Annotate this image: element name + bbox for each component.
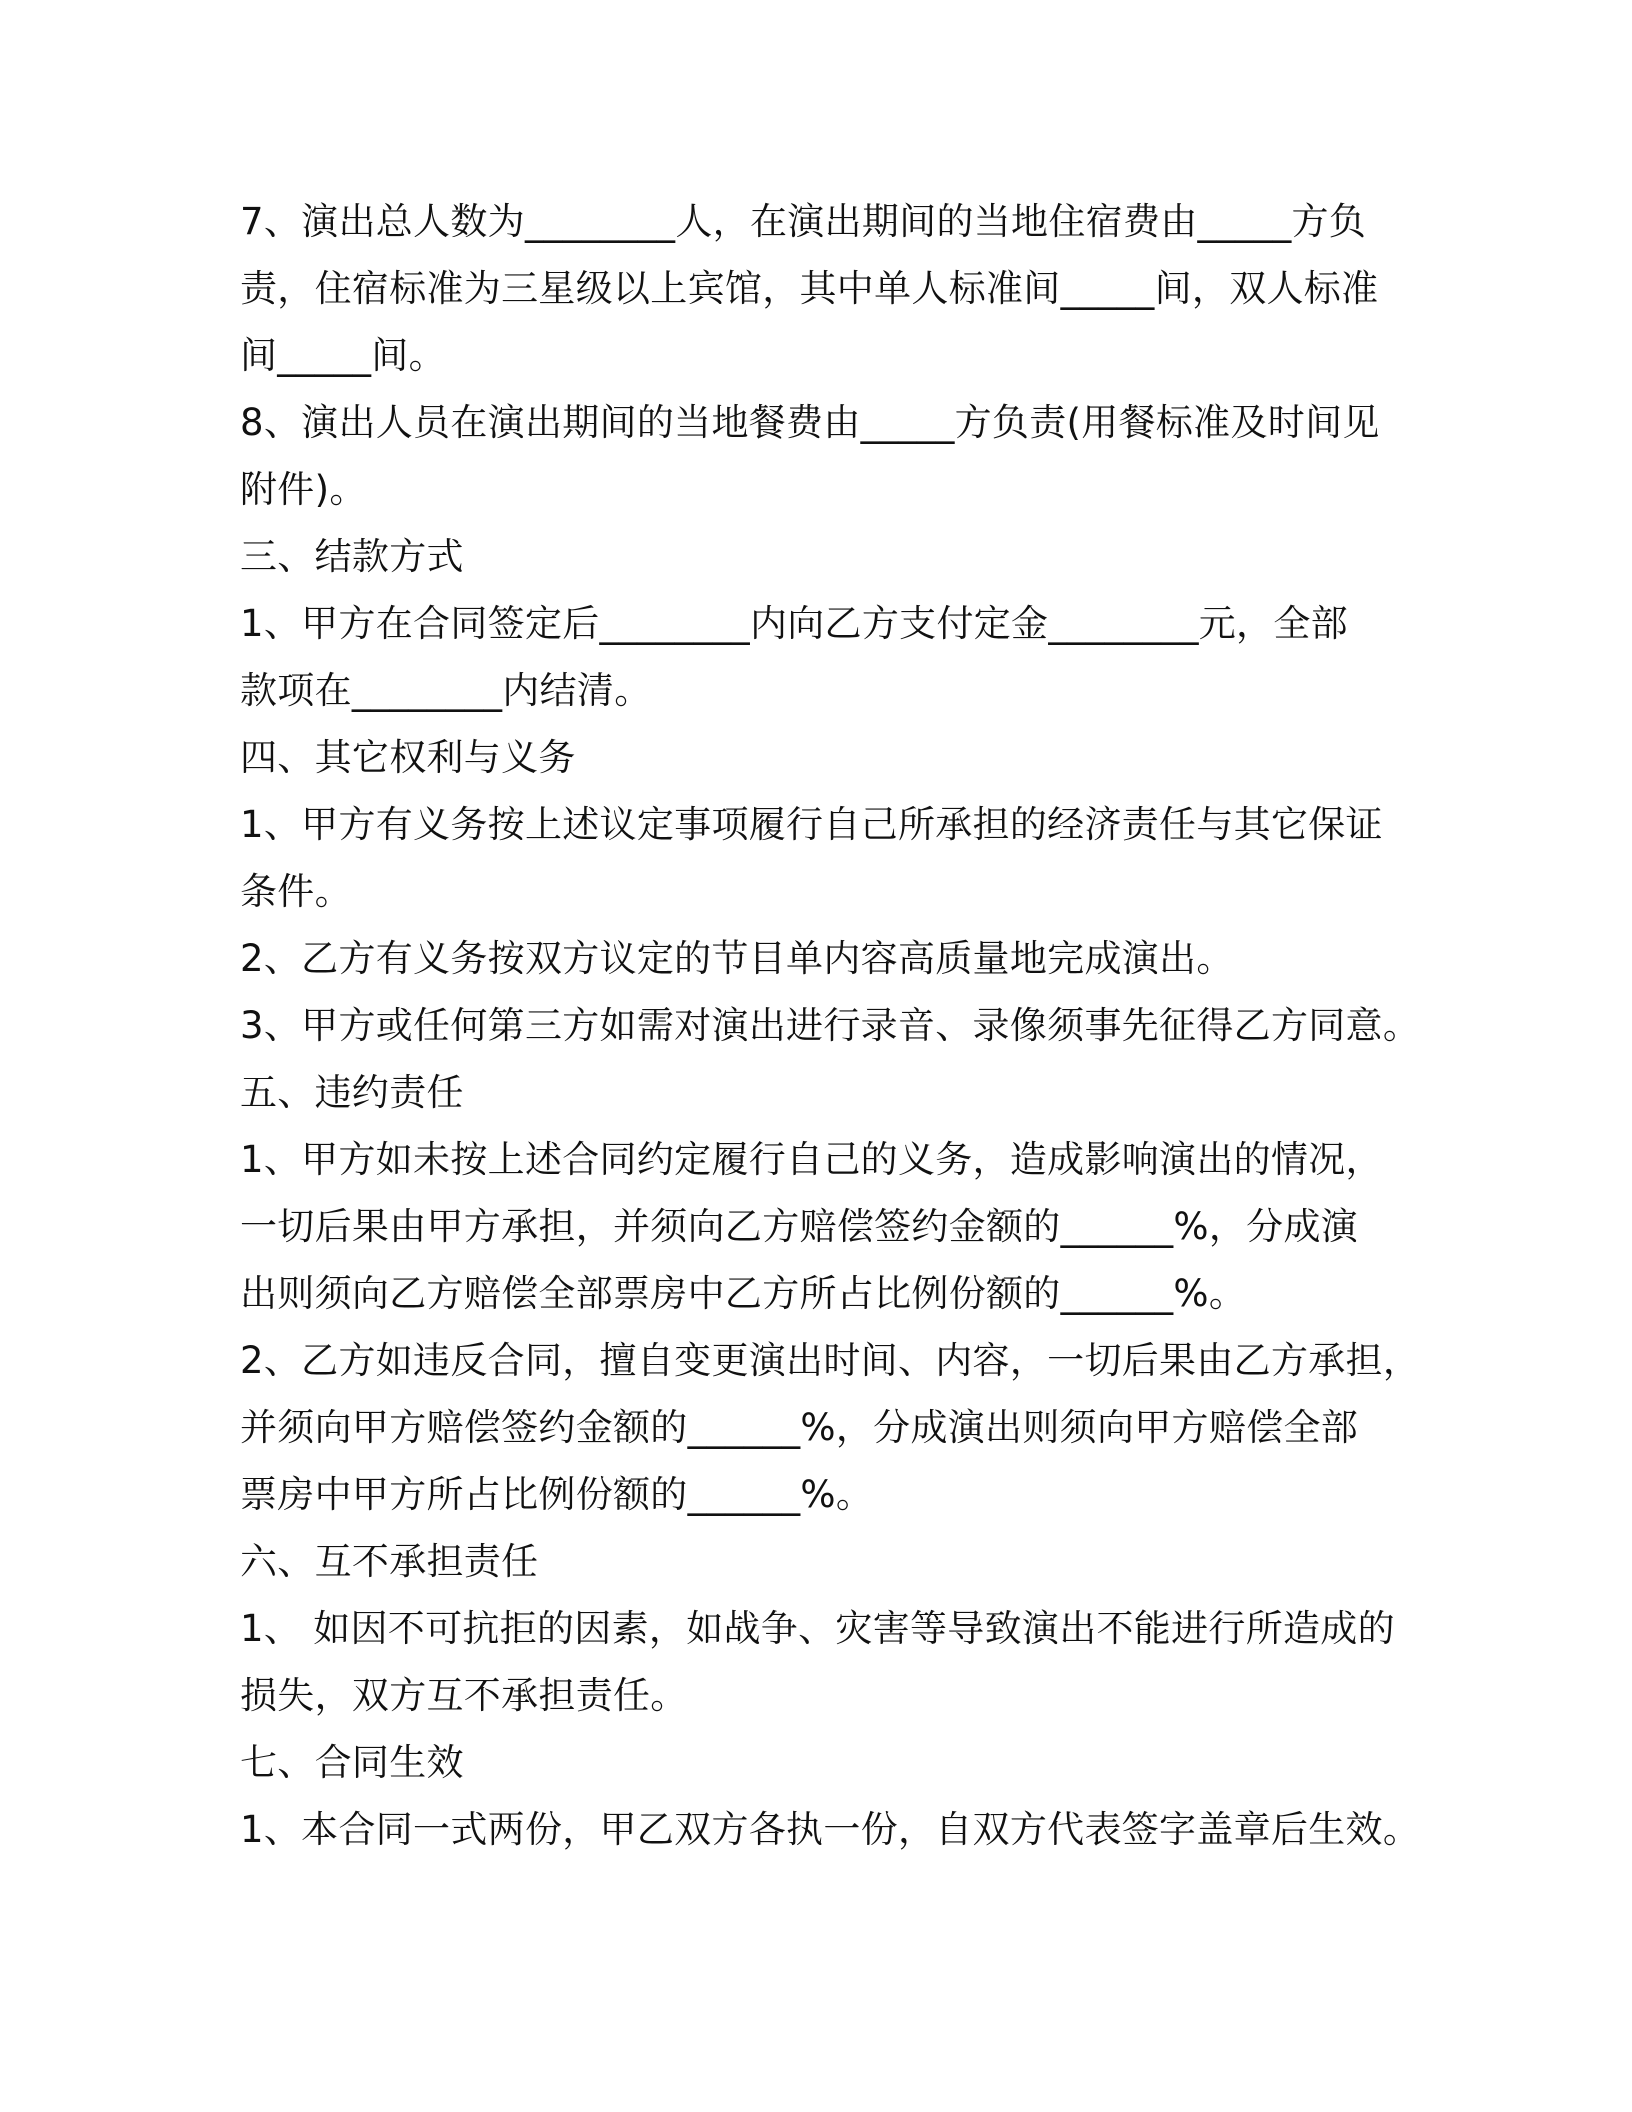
section-heading-payment: 三、结款方式	[240, 535, 464, 578]
breach-clause-1-line-3: 出则须向乙方赔偿全部票房中乙方所占比例份额的______%。	[240, 1272, 1247, 1315]
section-heading-effect: 七、合同生效	[240, 1741, 464, 1784]
section-heading-force-majeure: 六、互不承担责任	[240, 1540, 539, 1583]
effect-clause-1: 1、本合同一式两份，甲乙双方各执一份，自双方代表签字盖章后生效。	[240, 1808, 1421, 1851]
breach-clause-2-line-3: 票房中甲方所占比例份额的______%。	[240, 1473, 874, 1516]
section-heading-breach: 五、违约责任	[240, 1071, 464, 1114]
breach-clause-1-line-1: 1、甲方如未按上述合同约定履行自己的义务，造成影响演出的情况，	[240, 1138, 1383, 1181]
force-majeure-clause-1-line-2: 损失，双方互不承担责任。	[240, 1674, 688, 1717]
rights-clause-1-line-1: 1、甲方有义务按上述议定事项履行自己所承担的经济责任与其它保证	[240, 803, 1383, 846]
clause-7-line-1: 7、演出总人数为________人，在演出期间的当地住宿费由_____方负	[240, 200, 1367, 243]
clause-8-line-2: 附件)。	[240, 468, 367, 511]
rights-clause-2: 2、乙方有义务按双方议定的节目单内容高质量地完成演出。	[240, 937, 1234, 980]
breach-clause-2-line-2: 并须向甲方赔偿签约金额的______%，分成演出则须向甲方赔偿全部	[240, 1406, 1359, 1449]
breach-clause-1-line-2: 一切后果由甲方承担，并须向乙方赔偿签约金额的______%，分成演	[240, 1205, 1359, 1248]
breach-clause-2-line-1: 2、乙方如违反合同，擅自变更演出时间、内容，一切后果由乙方承担，	[240, 1339, 1421, 1382]
section-heading-rights: 四、其它权利与义务	[240, 736, 576, 779]
rights-clause-3: 3、甲方或任何第三方如需对演出进行录音、录像须事先征得乙方同意。	[240, 1004, 1421, 1047]
payment-clause-1-line-1: 1、甲方在合同签定后________内向乙方支付定金________元，全部	[240, 602, 1348, 645]
force-majeure-clause-1-line-1: 1、 如因不可抗拒的因素，如战争、灾害等导致演出不能进行所造成的	[240, 1607, 1395, 1650]
rights-clause-1-line-2: 条件。	[240, 870, 352, 913]
document-body	[240, 188, 1421, 1863]
payment-clause-1-line-2: 款项在________内结清。	[240, 669, 652, 712]
clause-7-line-3: 间_____间。	[240, 334, 446, 377]
clause-7-line-2: 责，住宿标准为三星级以上宾馆，其中单人标准间_____间，双人标准	[240, 267, 1379, 310]
clause-8-line-1: 8、演出人员在演出期间的当地餐费由_____方负责(用餐标准及时间见	[240, 401, 1380, 444]
